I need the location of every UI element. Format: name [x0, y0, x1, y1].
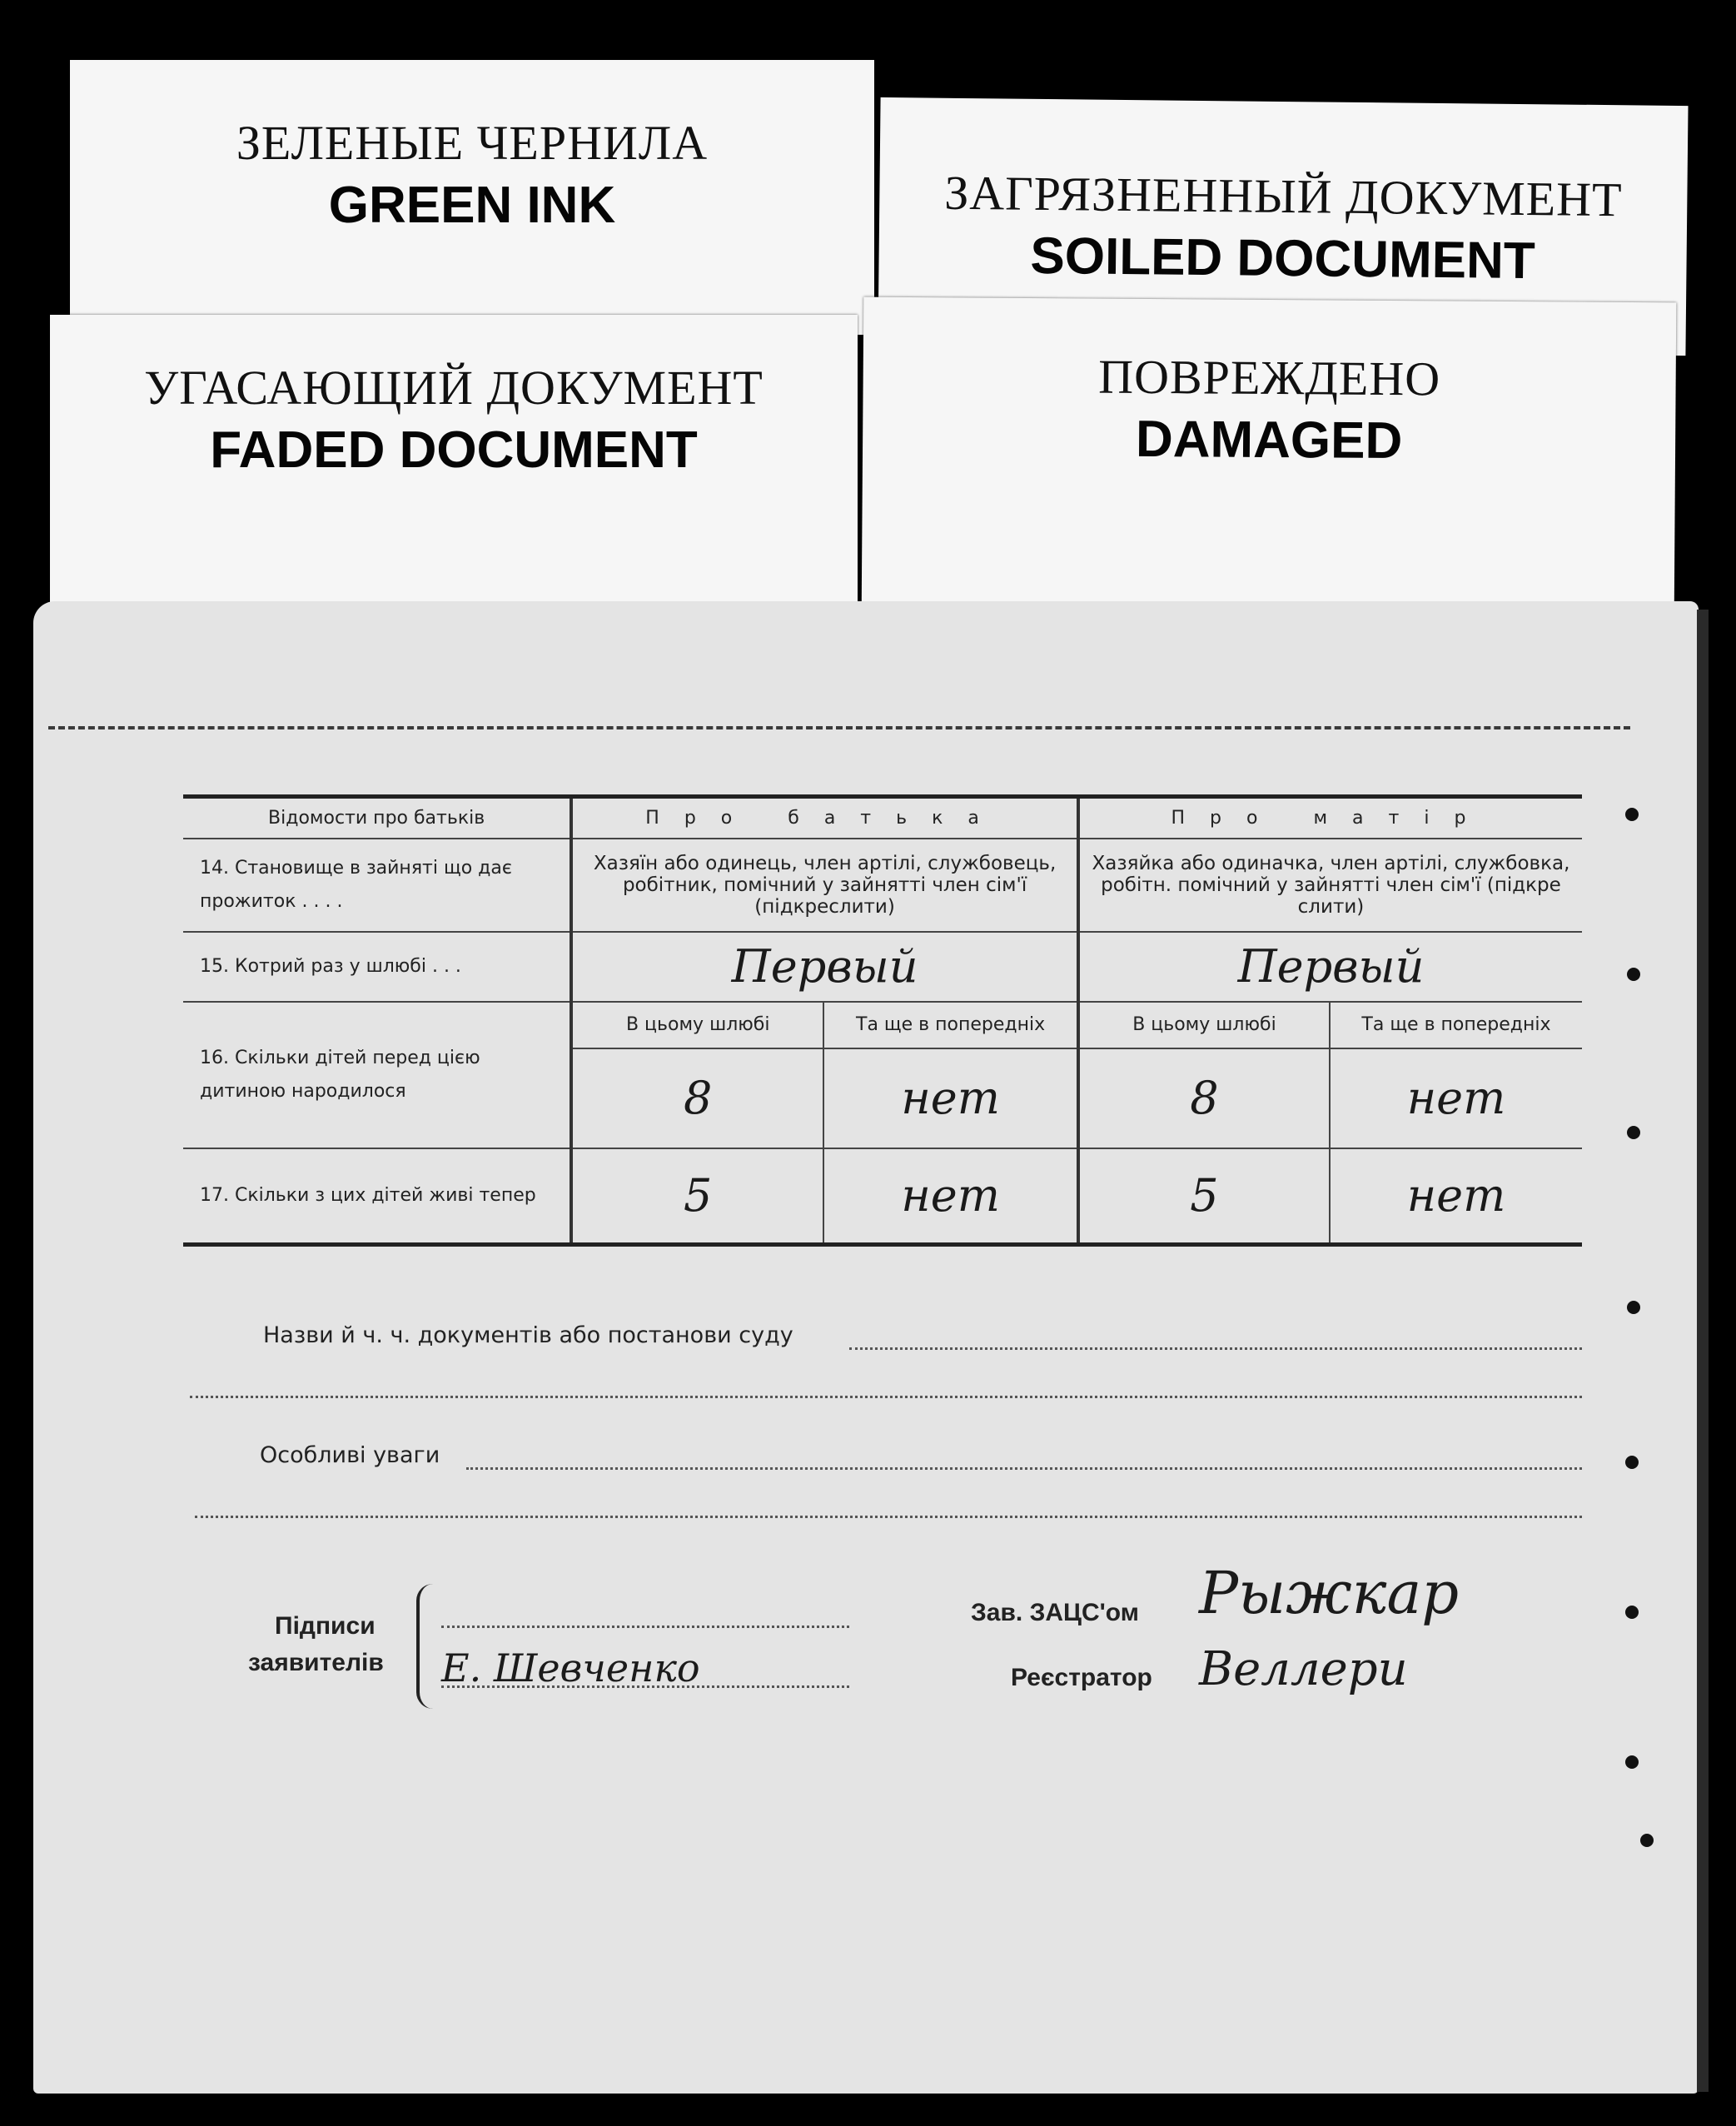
- row16-mother-this: 8: [1078, 1048, 1330, 1148]
- punch-hole: [1625, 1606, 1639, 1619]
- documents-dotted-line: [849, 1347, 1582, 1350]
- header-parents-info: Відомости про батьків: [183, 797, 571, 839]
- row16-father-this: 8: [571, 1048, 823, 1148]
- punch-hole: [1625, 808, 1639, 821]
- header-mother: Про матір: [1078, 797, 1582, 839]
- sub-this-marriage-father: В цьому шлюбі: [571, 1002, 823, 1048]
- documents-dotted-line-2: [190, 1396, 1582, 1398]
- row17-mother-this: 5: [1078, 1148, 1330, 1245]
- registrar-signature: Веллери: [1199, 1642, 1408, 1696]
- damaged-ru: ПОВРЕЖДЕНО: [1098, 349, 1441, 406]
- row15-mother-handwritten: Первый: [1078, 932, 1582, 1002]
- notes-label: Особливі уваги: [260, 1442, 440, 1468]
- soiled-document-en: SOILED DOCUMENT: [1030, 227, 1536, 291]
- green-ink-en: GREEN INK: [328, 177, 616, 234]
- applicants-label-1: Підписи: [275, 1612, 376, 1640]
- row15-father-handwritten: Первый: [571, 932, 1078, 1002]
- applicant-sign-line-1: [441, 1626, 849, 1628]
- applicant-signature: Е. Шевченко: [441, 1646, 700, 1690]
- applicants-label-2: заявителів: [248, 1649, 384, 1676]
- green-ink-ru: ЗЕЛЕНЫЕ ЧЕРНИЛА: [236, 116, 709, 170]
- row14-mother: Хазяйка або одиначка, член артілі, службовка, робітн. помічний у зайнятті член сім'ї (підкре слити): [1078, 839, 1582, 932]
- punch-hole: [1640, 1834, 1654, 1847]
- faded-document-en: FADED DOCUMENT: [210, 421, 698, 479]
- sub-this-marriage-mother: В цьому шлюбі: [1078, 1002, 1330, 1048]
- punch-hole: [1627, 968, 1640, 981]
- punch-hole: [1625, 1456, 1639, 1469]
- punch-hole: [1625, 1755, 1639, 1769]
- perforation-line: [48, 726, 1630, 729]
- sheet-edge: [1697, 610, 1709, 2092]
- punch-hole: [1627, 1126, 1640, 1139]
- applicants-brace: [416, 1584, 445, 1709]
- registration-form-sheet: [33, 601, 1699, 2094]
- row16-label: 16. Скільки дітей перед цією дитиною народилося: [183, 1002, 571, 1148]
- row17-mother-prev: нет: [1330, 1148, 1582, 1245]
- row16-father-prev: нет: [823, 1048, 1078, 1148]
- row17-father-this: 5: [571, 1148, 823, 1245]
- damaged-card: [862, 297, 1677, 620]
- sub-previous-father: Та ще в попередніх: [823, 1002, 1078, 1048]
- soiled-document-ru: ЗАГРЯЗНЕННЫЙ ДОКУМЕНТ: [943, 165, 1623, 227]
- faded-document-card: [50, 315, 858, 615]
- documents-label: Назви й ч. ч. документів або постанови суду: [263, 1322, 793, 1348]
- row14-label: 14. Становище в зайняті що дає прожиток . . . .: [183, 839, 571, 932]
- sub-previous-mother: Та ще в попередніх: [1330, 1002, 1582, 1048]
- notes-dotted-line-2: [195, 1516, 1582, 1518]
- row15-label: 15. Котрий раз у шлюбі . . .: [183, 932, 571, 1002]
- damaged-en: DAMAGED: [1135, 410, 1403, 471]
- head-label: Зав. ЗАЦС'ом: [971, 1599, 1139, 1626]
- header-father: Про батька: [571, 797, 1078, 839]
- notes-dotted-line: [466, 1467, 1582, 1470]
- row16-mother-prev: нет: [1330, 1048, 1582, 1148]
- registrar-label: Реєстратор: [1011, 1664, 1152, 1691]
- head-signature: Рыжкар: [1199, 1559, 1460, 1627]
- row14-father: Хазяїн або одинець, член артілі, службовець, робітник, помічний у зайнятті член сім'ї (підкреслити): [571, 839, 1078, 932]
- green-ink-card: [70, 60, 874, 335]
- parents-info-table: [183, 794, 1582, 1247]
- punch-hole: [1627, 1301, 1640, 1314]
- row17-label: 17. Скільки з цих дітей живі тепер: [183, 1148, 571, 1245]
- row17-father-prev: нет: [823, 1148, 1078, 1245]
- faded-document-ru: УГАСАЮЩИЙ ДОКУМЕНТ: [144, 361, 764, 415]
